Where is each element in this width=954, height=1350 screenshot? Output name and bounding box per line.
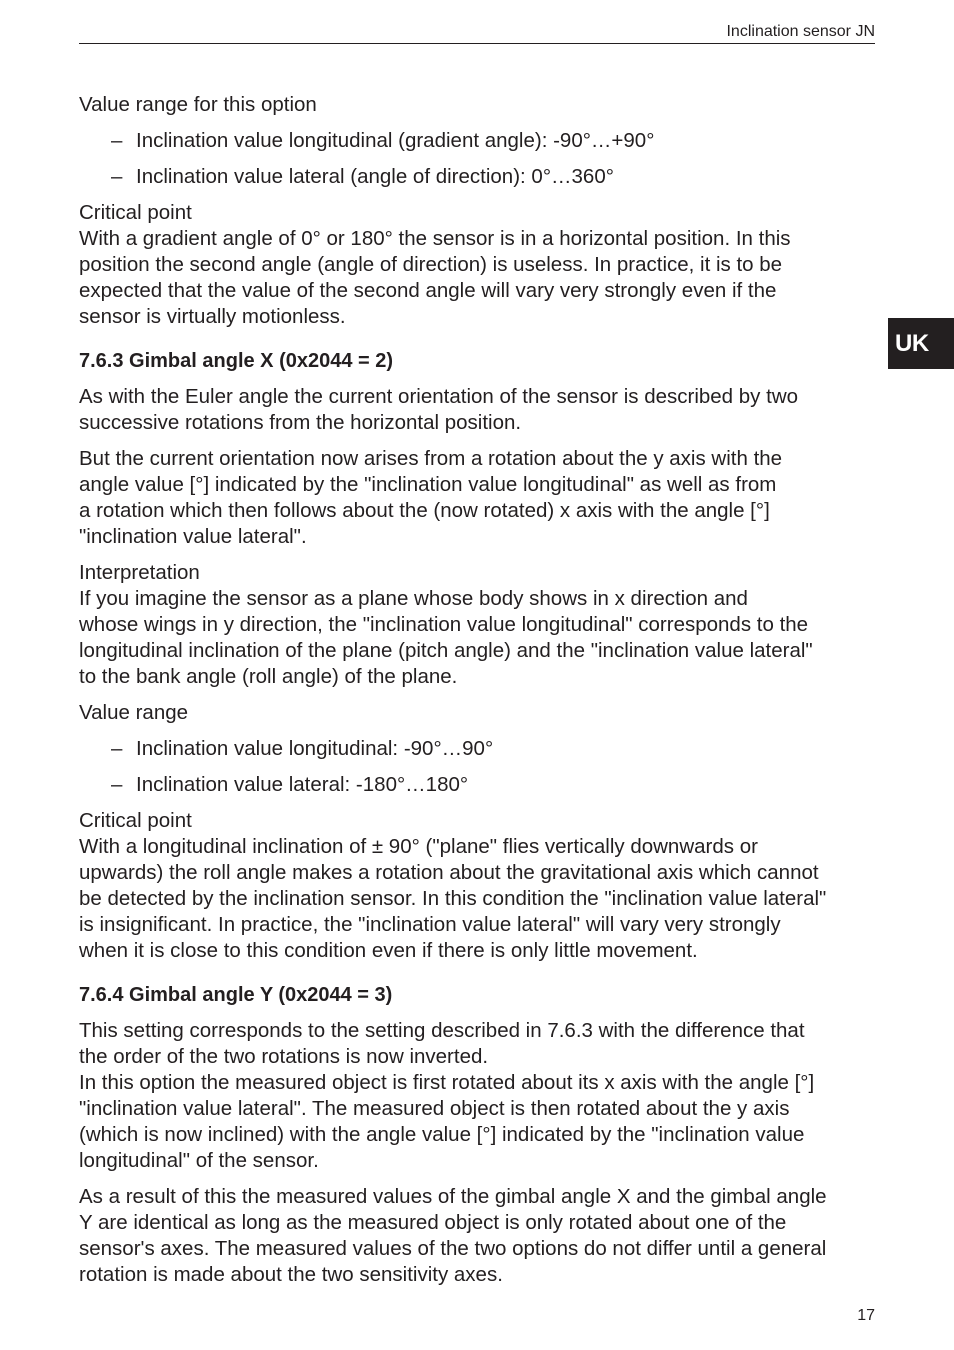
dash-bullet: – [111,773,123,796]
value-range-list-2 [79,736,879,798]
dash-bullet: – [111,129,123,152]
section-heading-7-6-4: 7.6.4 Gimbal angle Y (0x2044 = 3) [79,984,393,1006]
value-range-list-1 [79,128,879,190]
paragraph-value-range: Value range [79,701,189,724]
section-heading-7-6-3: 7.6.3 Gimbal angle X (0x2044 = 2) [79,350,394,372]
dash-bullet: – [111,165,123,188]
list-item: – Inclination value longitudinal (gradient angle): -90°…+90° [111,129,655,152]
paragraph-critical-point-2: Critical point With a longitudinal inclination of ± 90° ("plane" flies vertically downwards or upwards) the roll angle makes a rotation about the gravitational axis which cannot be detected by the inclination sensor. In this condition the "inclination value lateral" is insignificant. In practice, the "inclination value lateral" will vary very strongly when it is close to this condition even if there is only little movement. [79,809,827,962]
language-tab-uk: UK [888,318,954,369]
header-title: Inclination sensor JN [726,23,875,40]
paragraph-critical-point-1: Critical point With a gradient angle of 0° or 180° the sensor is in a horizontal position. In this position the second angle (angle of direction) is useless. In practice, it is to be expected that the value of the second angle will vary very strongly even if the sensor is virtually motionless. [79,201,791,328]
page-number: 17 [857,1307,875,1324]
list-item: – Inclination value lateral: -180°…180° [111,773,469,796]
list-item: – Inclination value lateral (angle of direction): 0°…360° [111,165,614,188]
paragraph-gimbal-y-setting: This setting corresponds to the setting described in 7.6.3 with the difference that the order of the two rotations is now inverted. In this option the measured object is first rotated about its x axis with the angle [°] "inclination value lateral". The measured object is then rotated about the y axis (which is now inclined) with the angle value [°] indicated by the "inclination value longitudinal" of the sensor. [79,1019,815,1172]
paragraph-interpretation: Interpretation If you imagine the sensor as a plane whose body shows in x direction and whose wings in y direction, the "inclination value longitudinal" corresponds to the longitudinal inclination of the plane (pitch angle) and the "inclination value lateral" to the bank angle (roll angle) of the plane. [79,561,813,688]
paragraph-euler-description: As with the Euler angle the current orientation of the sensor is described by two successive rotations from the horizontal position. [79,385,799,434]
header-rule [79,43,875,44]
paragraph-result: As a result of this the measured values of the gimbal angle X and the gimbal angle Y are identical as long as the measured object is only rotated about one of the sensor's axes. The measured values of the two options do not differ until a general rotation is made about the two sensitivity axes. [79,1185,827,1286]
paragraph-value-range-option: Value range for this option [79,93,317,116]
list-item: – Inclination value longitudinal: -90°…90° [111,737,494,760]
dash-bullet: – [111,737,123,760]
paragraph-current-orientation: But the current orientation now arises from a rotation about the y axis with the angle value [°] indicated by the "inclination value longitudinal" as well as from a rotation which then follows about the (now rotated) x axis with the angle [°] "inclination value lateral". [79,447,783,548]
page-content [79,92,879,1288]
